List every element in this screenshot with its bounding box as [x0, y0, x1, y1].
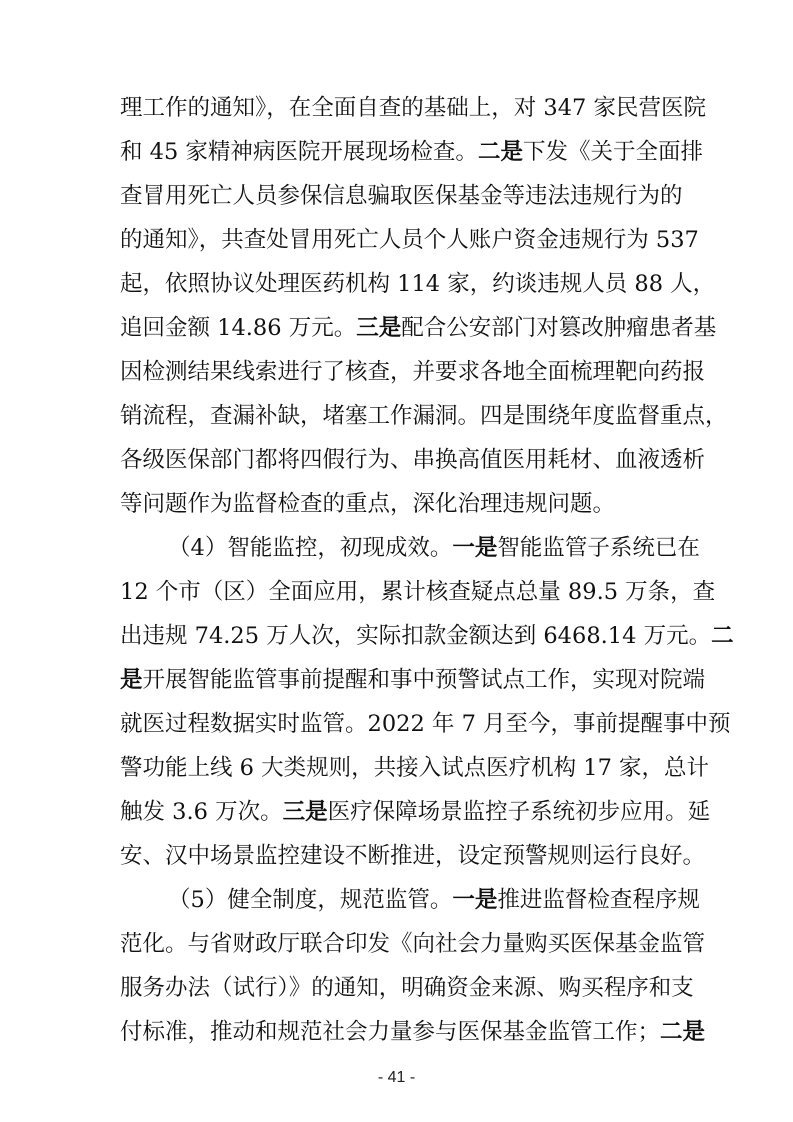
- text-line: [120, 621, 734, 651]
- text-line: [120, 489, 680, 519]
- text-line: [120, 709, 731, 739]
- emphasis-segment: 二: [711, 623, 734, 649]
- text-segment: 销流程，查漏补缺，堵塞工作漏洞。四是围绕年度监督重点，: [120, 403, 728, 429]
- text-line: [120, 225, 699, 255]
- text-segment: 医疗保障场景监控子系统初步应用。延: [327, 799, 711, 825]
- text-segment: 查冒用死亡人员参保信息骗取医保基金等违法违规行为的: [120, 183, 683, 209]
- text-segment: 触发 3.6 万次。: [120, 799, 283, 825]
- text-segment: 12 个市（区）全面应用，累计核查疑点总量 89.5 万条，查: [120, 579, 716, 605]
- text-segment: 的通知》，共查处冒用死亡人员个人账户资金违规行为 537: [120, 227, 699, 253]
- text-line: [120, 1017, 706, 1047]
- emphasis-segment: 是: [120, 667, 143, 693]
- text-segment: 出违规 74.25 万人次，实际扣款金额达到 6468.14 万元。: [120, 623, 712, 649]
- text-segment: 安、汉中场景监控建设不断推进，设定预警规则运行良好。: [120, 843, 706, 869]
- text-segment: 因检测结果线索进行了核查，并要求各地全面梳理靶向药报: [120, 359, 706, 385]
- text-segment: （4）智能监控，初现成效。: [168, 535, 453, 561]
- text-line: [120, 665, 706, 695]
- text-segment: 推进监督检查程序规: [497, 887, 700, 913]
- text-segment: 等问题作为监督检查的重点，深化治理违规问题。: [120, 491, 616, 517]
- emphasis-segment: 二是: [660, 1019, 706, 1045]
- text-segment: 各级医保部门都将四假行为、串换高值医用耗材、血液透析: [120, 447, 706, 473]
- text-segment: 追回金额 14.86 万元。: [120, 315, 357, 341]
- text-segment: （5）健全制度，规范监管。: [168, 887, 453, 913]
- section-heading-line: [168, 533, 700, 563]
- text-segment: 配合公安部门对篡改肿瘤患者基: [401, 315, 717, 341]
- section-heading-line: [168, 885, 700, 915]
- text-line: [120, 753, 710, 783]
- emphasis-segment: 一是: [452, 887, 498, 913]
- text-line: [120, 401, 728, 431]
- text-segment: 就医过程数据实时监管。2022 年 7 月至今，事前提醒事中预: [120, 711, 731, 737]
- text-line: [120, 929, 706, 959]
- text-segment: 付标准，推动和规范社会力量参与医保基金监管工作；: [120, 1019, 661, 1045]
- text-line: [120, 357, 706, 387]
- text-line: [120, 93, 707, 123]
- page-number: - 41 -: [377, 1069, 416, 1086]
- text-segment: 警功能上线 6 大类规则，共接入试点医疗机构 17 家，总计: [120, 755, 710, 781]
- text-line: [120, 269, 716, 299]
- text-segment: 下发《关于全面排: [522, 139, 703, 165]
- text-segment: 开展智能监管事前提醒和事中预警试点工作，实现对院端: [142, 667, 706, 693]
- text-segment: 理工作的通知》，在全面自查的基础上，对 347 家民营医院: [120, 95, 707, 121]
- text-line: [120, 181, 683, 211]
- emphasis-segment: 三是: [356, 315, 402, 341]
- text-line: [120, 313, 717, 343]
- text-segment: 和 45 家精神病医院开展现场检查。: [120, 139, 478, 165]
- text-segment: 服务办法（试行）》的通知，明确资金来源、购买程序和支: [120, 975, 694, 1001]
- text-segment: 起，依照协议处理医药机构 114 家，约谈违规人员 88 人，: [120, 271, 716, 297]
- text-segment: 智能监管子系统已在: [497, 535, 700, 561]
- emphasis-segment: 一是: [452, 535, 498, 561]
- text-line: [120, 137, 703, 167]
- emphasis-segment: 三是: [282, 799, 328, 825]
- text-segment: 范化。与省财政厅联合印发《向社会力量购买医保基金监管: [120, 931, 706, 957]
- text-line: [120, 973, 694, 1003]
- text-line: [120, 577, 716, 607]
- emphasis-segment: 二是: [477, 139, 523, 165]
- text-line: [120, 797, 711, 827]
- text-line: [120, 841, 706, 871]
- text-line: [120, 445, 706, 475]
